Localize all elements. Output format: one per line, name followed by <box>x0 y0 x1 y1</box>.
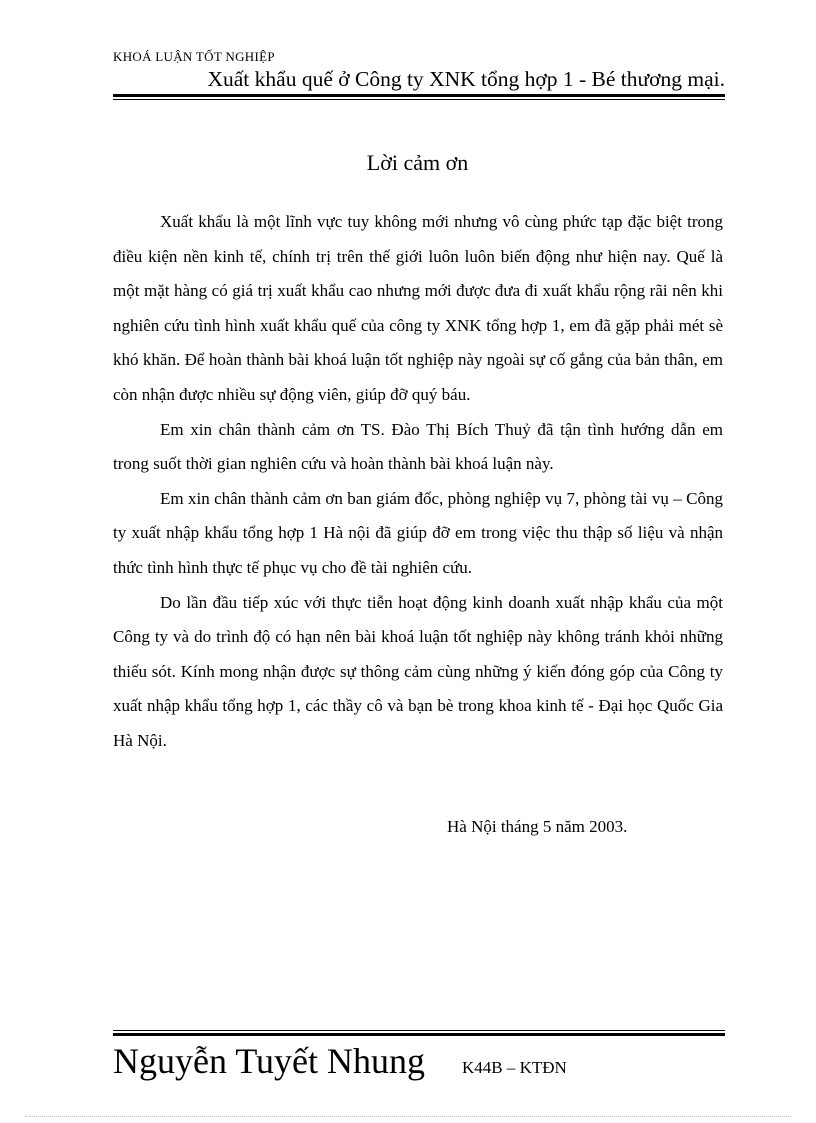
body-text <box>113 205 723 759</box>
header-rule-thick <box>113 94 725 97</box>
thesis-label: KHOÁ LUẬN TỐT NGHIỆP <box>113 49 275 64</box>
author-name: Nguyễn Tuyết Nhung <box>113 1041 426 1081</box>
page-bottom-divider <box>25 1116 791 1117</box>
paragraph-2: Em xin chân thành cảm ơn TS. Đào Thị Bích Thuỷ đã tận tình hướng dẫn em trong suốt thời gian nghiên cứu và hoàn thành bài khoá luận này. <box>113 419 723 474</box>
signature-date: Hà Nội tháng 5 năm 2003. <box>447 817 628 836</box>
class-code: K44B – KTĐN <box>462 1058 567 1077</box>
footer-rule-thick <box>113 1033 725 1036</box>
paragraph-3: Em xin chân thành cảm ơn ban giám đốc, phòng nghiệp vụ 7, phòng tài vụ – Công ty xuất nhập khẩu tổng hợp 1 Hà nội đã giúp đỡ em trong việc thu thập số liệu và nhận thức tình hình thực tế phục vụ cho đề tài nghiên cứu. <box>113 488 723 577</box>
header-rule-thin <box>113 99 725 100</box>
thesis-title: Xuất khẩu quế ở Công ty XNK tổng hợp 1 - Bé thương mại. <box>207 67 725 91</box>
footer-rule-thin <box>113 1030 725 1031</box>
page-title: Lời cảm ơn <box>366 150 469 175</box>
paragraph-1: Xuất khẩu là một lĩnh vực tuy không mới nhưng vô cùng phức tạp đặc biệt trong điều kiện nền kinh tế, chính trị trên thế giới luôn luôn biến động như hiện nay. Quế là một mặt hàng có giá trị xuất khẩu cao nhưng mới được đưa đi xuất khẩu rộng rãi nên khi nghiên cứu tình hình xuất khẩu quế của công ty XNK tổng hợp 1, em đã gặp phải mét sè khó khăn. Để hoàn thành bài khoá luận tốt nghiệp này ngoài sự cố gắng của bản thân, em còn nhận được nhiều sự động viên, giúp đỡ quý báu. <box>113 212 723 404</box>
paragraph-4: Do lần đầu tiếp xúc với thực tiễn hoạt động kinh doanh xuất nhập khẩu của một Công ty và do trình độ có hạn nên bài khoá luận tốt nghiệp này không tránh khỏi những thiếu sót. Kính mong nhận được sự thông cảm cùng những ý kiến đóng góp của Công ty xuất nhập khẩu tổng hợp 1, các thầy cô và bạn bè trong khoa kinh tế - Đại học Quốc Gia Hà Nội. <box>113 592 723 750</box>
